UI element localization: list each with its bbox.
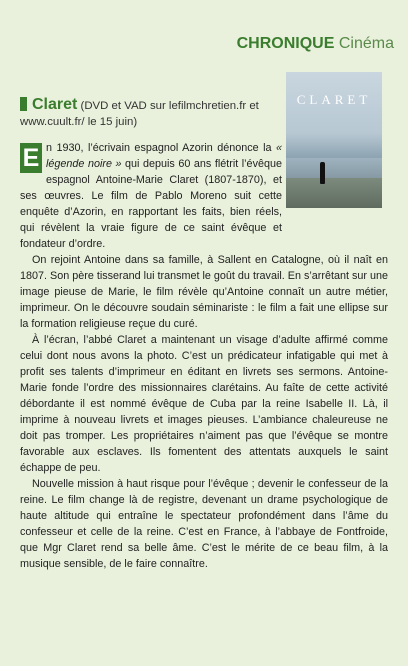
film-details: (DVD et VAD sur lefilmchretien.fr et www.cuult.fr/ le 15 juin)	[20, 100, 259, 128]
section-header	[237, 34, 394, 54]
article-paragraph: À l’écran, l’abbé Claret a maintenant un visage d’adulte affirmé comme celui dont nous avons la photo. C’est un prédicateur infatigable qui met à profit ses talents d’imprimeur en éditant en livrets ses sermons. Antoine-Marie fonde l’ordre des missionnaires clarétains. Au faîte de cette activité débordante il est nommé évêque de Cuba par la reine Isabelle II. Là, il imprime à nouveau livrets et images pieuses. L’ambiance chaleureuse ne doit pas tromper. Les propriétaires n’aiment pas que l’évêque se montre favorable aux esclaves. Ils fomentent des attentats auxquels le saint échappe de peu.	[20, 334, 388, 474]
article-body	[20, 140, 388, 572]
section-label: Cinéma	[338, 35, 394, 52]
p1-text-end: qui depuis 60 ans flétrit l’évêque espagnol Antoine-Marie Claret (1807-1870), et ses œuvres. Le film de Pablo Moreno suit cette enquête d’Azorin, en rapportant les faits, bien réels, qui révèlent la vraie figure de ce saint évêque et fondateur d’ordre.	[20, 158, 282, 250]
chronique-label: CHRONIQUE	[236, 35, 335, 52]
p1-text-start: n 1930, l’écrivain espagnol Azorin dénonce la	[46, 142, 276, 154]
article-paragraph: Nouvelle mission à haut risque pour l’évêque ; devenir le confesseur de la reine. Le film change là de registre, devenant un drame psychologique de haute altitude qui entraîne le spectateur profondément dans l’âme du confesseur et celle de la reine. C’est en France, à l’abbaye de Fontfroide, que Mgr Claret rend sa belle âme. C’est le mérite de ce beau film, à la musique sensible, de le faire connaître.	[20, 478, 388, 570]
film-title-block	[20, 97, 268, 130]
film-title: Claret	[32, 96, 78, 113]
article-paragraph: On rejoint Antoine dans sa famille, à Sallent en Catalogne, où il naît en 1807. Son père tisserand lui transmet le goût du travail. En s’arrêtant sur une image pieuse de Marie, le film révèle qu’Antoine connaît un autre métier, imprimeur. On le découvre soudain séminariste : le film a fait une ellipse sur la formation religieuse reçue du curé.	[20, 254, 388, 330]
title-bar-marker	[20, 97, 27, 111]
p1-italic-quote: « légende noire »	[46, 142, 282, 170]
drop-cap: E	[20, 143, 42, 173]
article-paragraph	[20, 140, 282, 252]
poster-title: CLARET	[296, 92, 372, 107]
